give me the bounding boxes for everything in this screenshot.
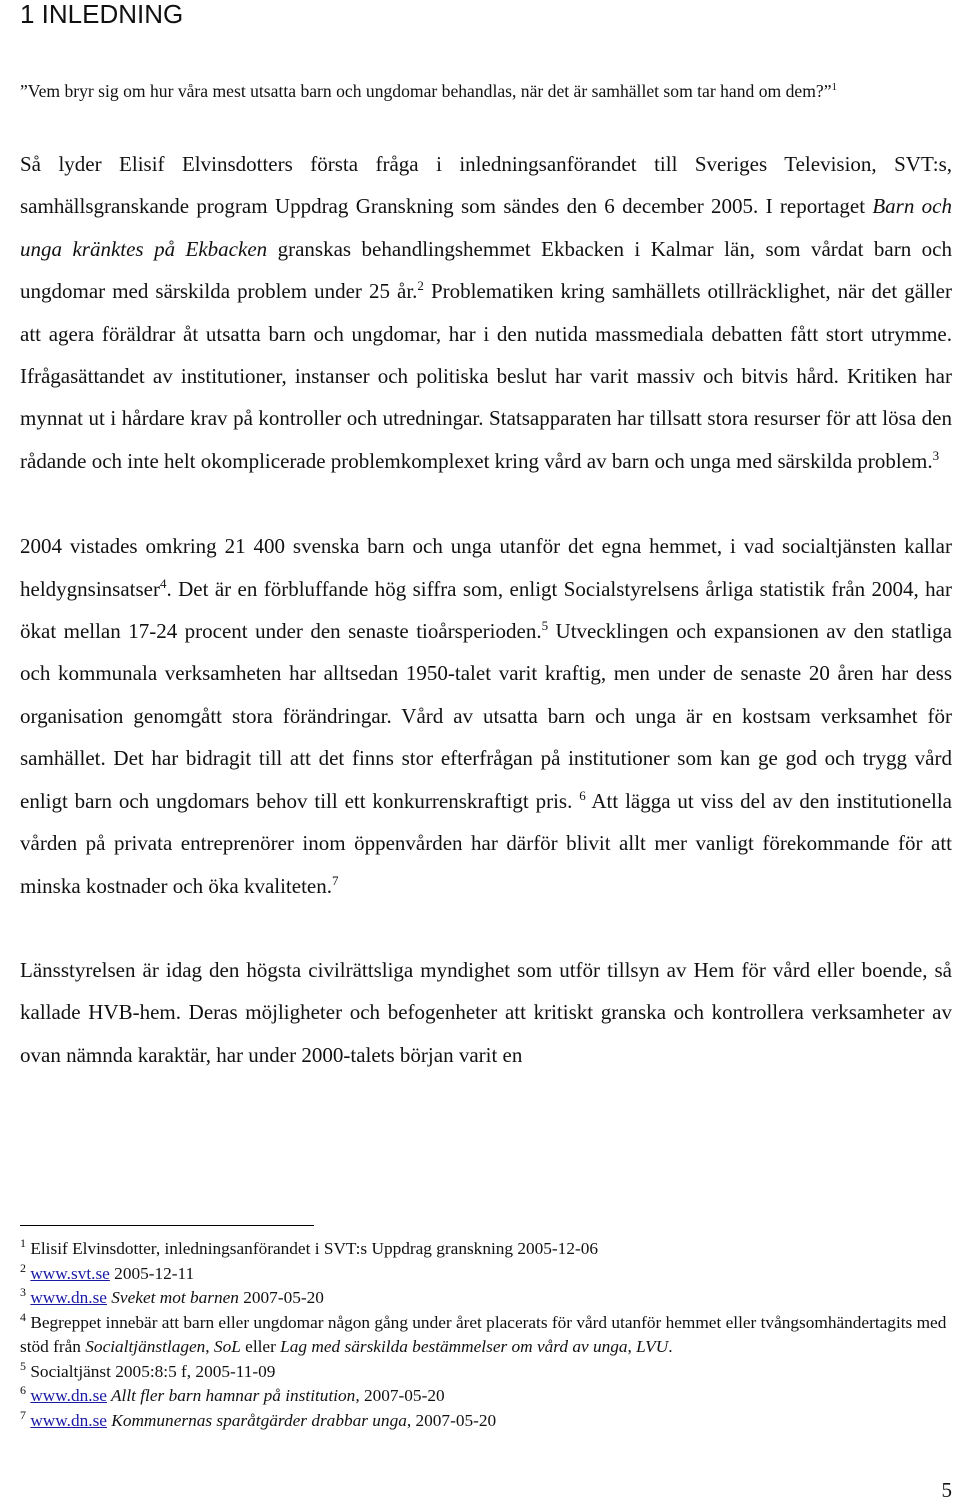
footnote-number: 5 — [20, 1358, 26, 1373]
footnote-text: 2005-12-11 — [109, 1263, 195, 1283]
footnote-ref-6[interactable]: 6 — [579, 787, 586, 803]
paragraph-2-text-d: Att lägga ut viss del av den institutionella vården på privata entreprenörer inom öppenvården har därför blivit allt mer vanligt förekommande för att minska kostnader och öka kvaliteten. — [20, 788, 952, 898]
footnote-article-title: Allt fler barn hamnar på institution, — [106, 1386, 360, 1405]
footnote-ref-5[interactable]: 5 — [541, 618, 549, 634]
footnote-ref-2[interactable]: 2 — [417, 278, 424, 294]
footnote-1 — [20, 1237, 950, 1262]
footnote-law-abbr: SoL — [213, 1337, 241, 1356]
footnote-link-svt[interactable]: www.svt.se — [30, 1263, 110, 1283]
footnote-number: 7 — [20, 1407, 26, 1422]
paragraph-1 — [20, 143, 952, 482]
footnote-article-title: Sveket mot barnen — [106, 1288, 239, 1307]
footnote-link-dn[interactable]: www.dn.se — [30, 1386, 107, 1405]
footnote-ref-3[interactable]: 3 — [932, 447, 940, 463]
footnote-7 — [20, 1409, 950, 1434]
footnote-5 — [20, 1360, 950, 1385]
paragraph-2-text-a: 2004 vistades omkring 21 400 svenska barn och unga utanför det egna hemmet, i vad socialtjänsten kallar heldygnsinsatser — [20, 534, 952, 601]
footnote-ref-1[interactable]: 1 — [831, 81, 838, 93]
page-number: 5 — [941, 1478, 952, 1502]
footnote-number: 1 — [20, 1236, 26, 1250]
report-title: Barn och unga kränktes på Ekbacken — [20, 194, 952, 261]
footnote-text: , — [627, 1337, 637, 1356]
opening-quote — [20, 80, 952, 102]
footnote-6 — [20, 1384, 950, 1409]
footnote-ref-7[interactable]: 7 — [332, 872, 339, 888]
paragraph-2-text-c: Utvecklingen och expansionen av den statliga och kommunala verksamheten har alltsedan 1950-talet varit kraftig, men under de senaste 20 åren har dess organisation genomgått stora förändringar. Vård av utsatta barn och unga är en kostsam verksamhet för samhället. Det har bidragit till att det finns stor efterfrågan på institutioner som kan ge god och trygg vård enligt barn och ungdomars behov till ett konkurrenskraftigt pris. — [20, 619, 952, 813]
paragraph-1-text-c: Problematiken kring samhällets otillräcklighet, när det gäller att agera föräldrar åt utsatta barn och ungdomar, har i den nutida massmediala debatten fått stort utrymme. Ifrågasättandet av institutioner, instanser och politiska beslut har varit massiv och bitvis hård. Kritiken har mynnat ut i hårdare krav på kontroller och utredningar. Statsapparaten har tillsatt stora resurser för att lösa den rådande och inte helt okomplicerade problemkomplexet kring vård av barn och unga med särskilda problem. — [20, 279, 952, 473]
footnote-law-abbr: LVU — [636, 1337, 669, 1356]
footnote-text: , — [205, 1337, 214, 1356]
quote-text: ”Vem bryr sig om hur våra mest utsatta barn och ungdomar behandlas, när det är samhället som tar hand om dem?” — [20, 81, 832, 101]
footnote-ref-4[interactable]: 4 — [159, 575, 167, 591]
footnote-4 — [20, 1311, 950, 1360]
paragraph-1-text-b: granskas behandlingshemmet Ekbacken i Kalmar län, som vårdat barn och ungdomar med särskilda problem under 25 år. — [20, 236, 953, 304]
footnote-text: Elisif Elvinsdotter, inledningsanförandet i SVT:s Uppdrag granskning 2005-12-06 — [26, 1239, 599, 1258]
footnote-separator — [20, 1225, 314, 1226]
paragraph-1-text-a: Så lyder Elisif Elvinsdotters första fråga i inledningsanförandet till Sveriges Television, SVT:s, samhällsgranskande program Uppdrag Granskning som sändes den 6 december 2005. I reportaget — [20, 152, 952, 219]
document-page — [20, 0, 952, 1076]
paragraph-3: Länsstyrelsen är idag den högsta civilrättsliga myndighet som utför tillsyn av Hem för vård eller boende, så kallade HVB-hem. Deras möjligheter och befogenheter att kritiskt granska och kontrollera verksamheter av ovan nämnda karaktär, har under 2000-talets början varit en — [20, 957, 952, 1067]
footnote-number: 6 — [20, 1383, 26, 1397]
footnote-link-dn[interactable]: www.dn.se — [30, 1288, 107, 1307]
paragraph-2 — [20, 525, 952, 907]
paragraph-2-text-b: . Det är en förbluffande hög siffra som, enligt Socialstyrelsens årliga statistik från 2004, har ökat mellan 17-24 procent under den senaste tioårsperioden. — [20, 576, 952, 644]
footnote-text: Begreppet innebär att barn eller ungdomar någon gång under året placerats för vård utanför hemmet eller tvångsomhändertagits med stöd från — [20, 1312, 947, 1356]
footnote-number: 3 — [20, 1285, 26, 1299]
footnote-text: . — [668, 1337, 673, 1356]
footnote-2 — [20, 1262, 950, 1287]
footnote-law-name: Socialtjänstlagen — [85, 1337, 206, 1356]
footnote-number: 4 — [20, 1309, 26, 1324]
footnotes — [20, 1237, 950, 1433]
footnote-link-dn[interactable]: www.dn.se — [30, 1410, 107, 1430]
footnote-text: eller — [240, 1337, 281, 1356]
chapter-heading: 1 INLEDNING — [20, 0, 184, 29]
footnote-text: Socialtjänst 2005:8:5 f, 2005-11-09 — [26, 1361, 276, 1381]
footnote-text: 2007-05-20 — [359, 1386, 445, 1405]
footnote-law-name: Lag med särskilda bestämmelser om vård av unga — [280, 1337, 628, 1356]
footnote-article-title: Kommunernas sparåtgärder drabbar unga — [106, 1410, 407, 1430]
footnote-text: , 2007-05-20 — [406, 1410, 497, 1430]
footnote-text: 2007-05-20 — [238, 1288, 324, 1307]
footnote-3 — [20, 1286, 950, 1311]
footnote-number: 2 — [20, 1260, 26, 1275]
